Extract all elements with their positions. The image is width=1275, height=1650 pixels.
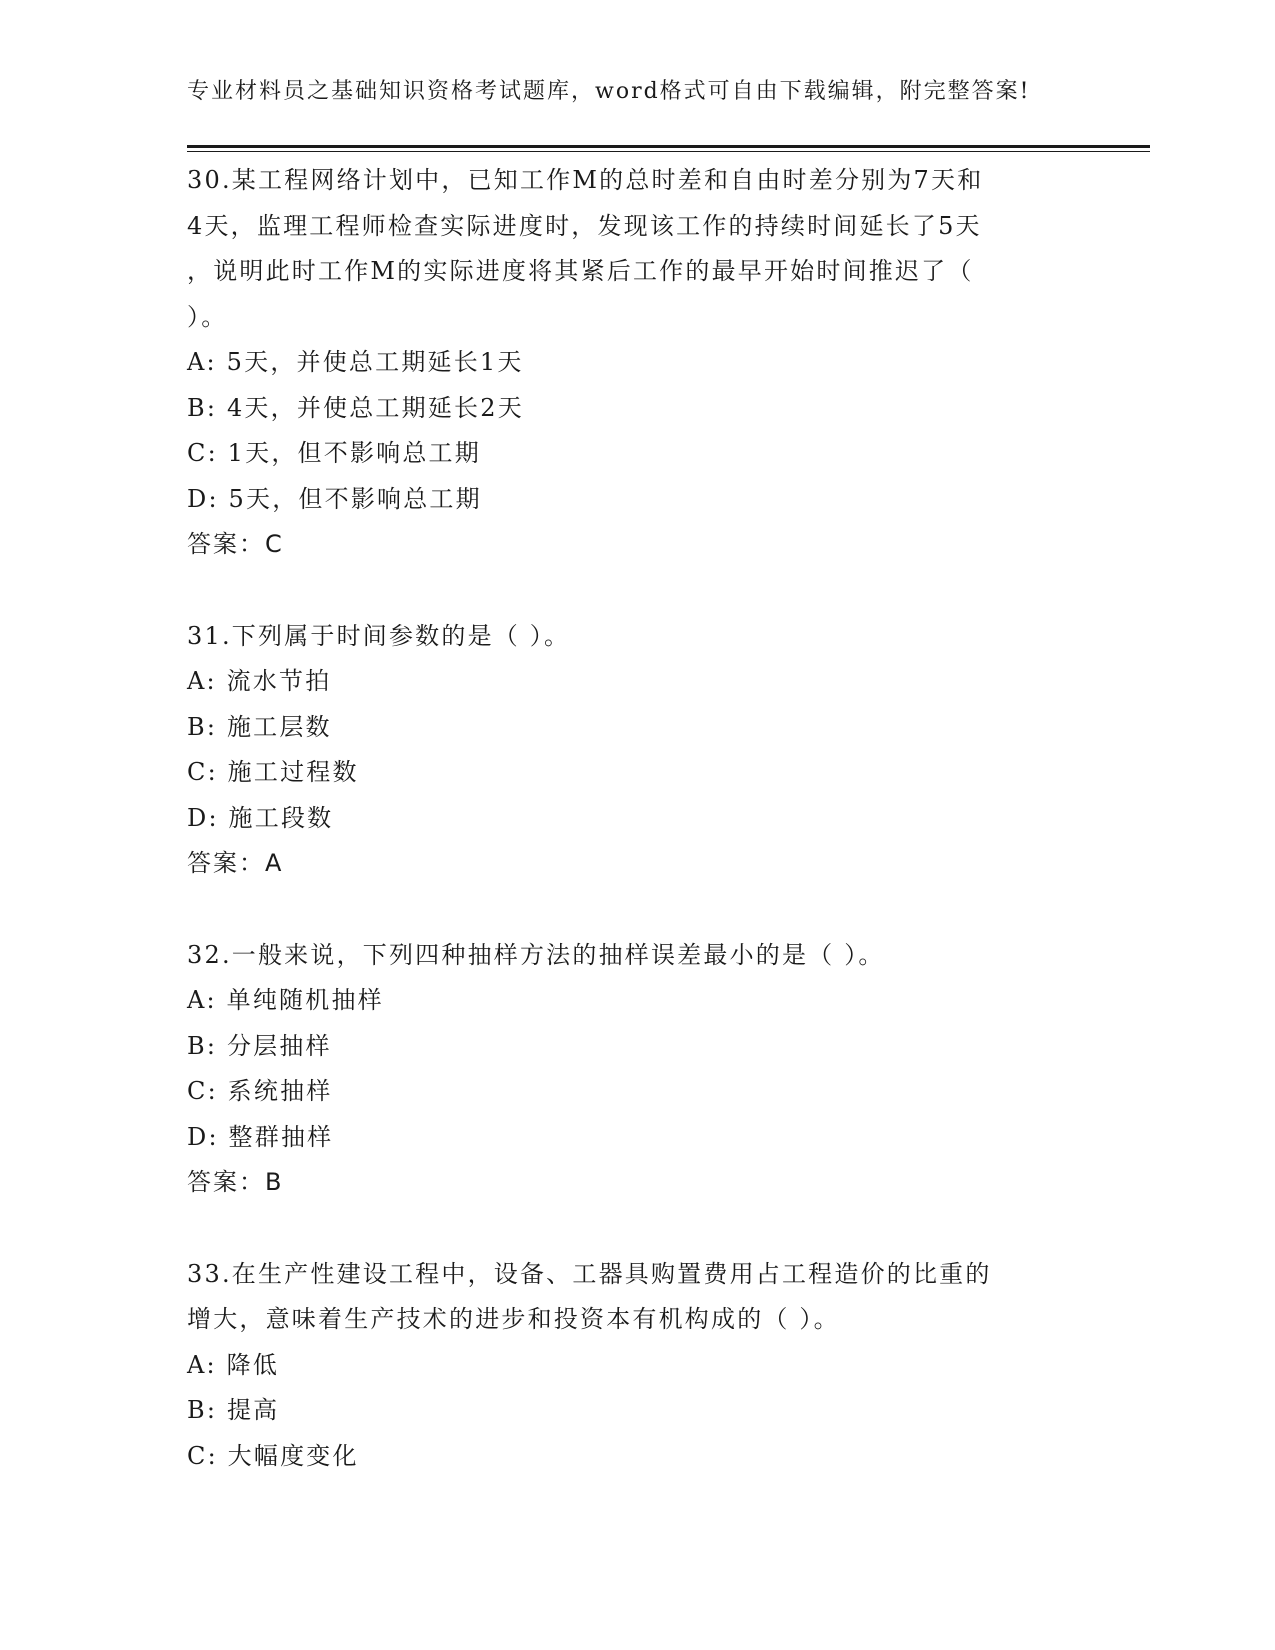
option-b: B: 提高 [187,1396,280,1424]
answer-label: 答案：C [187,530,284,558]
option-d: D: 整群抽样 [187,1122,334,1151]
option-a: A: 降低 [187,1350,280,1379]
option-a: A: 单纯随机抽样 [187,986,384,1014]
option-d: D: 5天，但不影响总工期 [187,484,482,513]
question-33 [187,1252,1087,1480]
question-30 [187,158,1087,568]
question-32 [187,933,1087,1206]
header-rule-thin [187,151,1150,152]
page-header-title: 专业材料员之基础知识资格考试题库，word格式可自由下载编辑，附完整答案! [187,79,1031,104]
question-stem-line: 30.某工程网络计划中，已知工作M的总时差和自由时差分别为7天和 [187,166,984,194]
option-c: C: 1天，但不影响总工期 [187,439,481,467]
option-c: C: 系统抽样 [187,1077,333,1105]
question-stem-line: ）。 [187,302,228,331]
question-stem-line: 32.一般来说，下列四种抽样方法的抽样误差最小的是（ ）。 [187,940,885,969]
answer-label: 答案：B [187,1168,284,1196]
option-d: D: 施工段数 [187,803,334,832]
question-stem-line: 33.在生产性建设工程中，设备、工器具购置费用占工程造价的比重的 [187,1259,992,1288]
question-stem-line: 4天，监理工程师检查实际进度时，发现该工作的持续时间延长了5天 [187,211,982,240]
option-a: A: 流水节拍 [187,667,332,695]
option-c: C: 施工过程数 [187,758,359,786]
option-a: A: 5天，并使总工期延长1天 [187,348,524,376]
question-list [187,158,1087,1525]
question-stem-line: ，说明此时工作M的实际进度将其紧后工作的最早开始时间推迟了（ [187,257,974,285]
option-b: B: 施工层数 [187,712,332,741]
question-stem-line: 31.下列属于时间参数的是（ ）。 [187,621,571,650]
option-c: C: 大幅度变化 [187,1441,359,1470]
option-b: B: 分层抽样 [187,1031,332,1060]
question-stem-line: 增大，意味着生产技术的进步和投资本有机构成的（ ）。 [187,1305,840,1333]
header-rule-thick [187,145,1150,148]
answer-label: 答案：A [187,849,284,877]
question-31 [187,614,1087,887]
option-b: B: 4天，并使总工期延长2天 [187,393,524,422]
